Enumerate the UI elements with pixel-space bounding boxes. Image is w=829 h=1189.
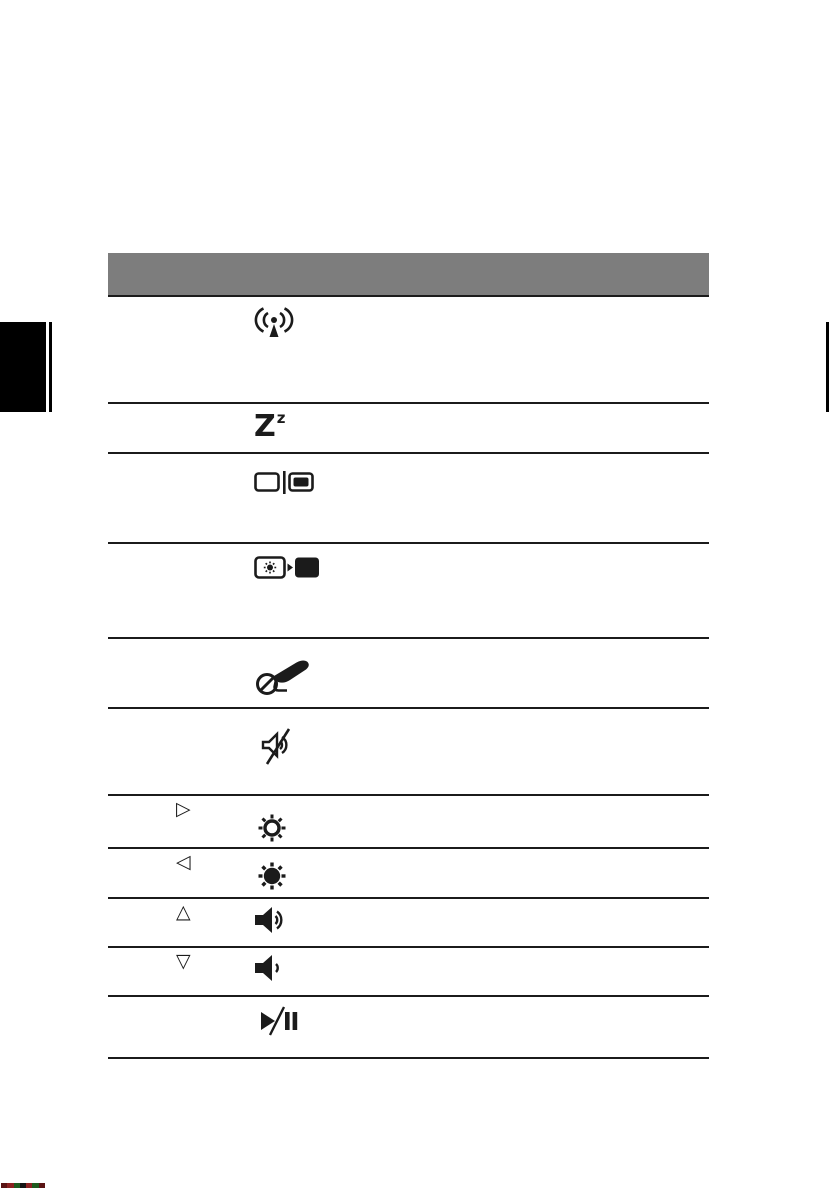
wireless-antenna-icon (254, 307, 294, 343)
table-row-brightness-down (108, 849, 709, 899)
display-toggle-icon (254, 470, 316, 496)
speaker-mute-icon (254, 723, 298, 769)
table-row-display-toggle (108, 454, 709, 544)
key-glyph-left-arrow: ◁ (176, 851, 191, 873)
brightness-up-icon (254, 810, 290, 846)
table-row-touchpad-toggle (108, 639, 709, 709)
key-glyph-right-arrow: ▷ (176, 798, 191, 820)
print-registration-mark (1, 1183, 45, 1188)
key-glyph-down-arrow: ▽ (176, 950, 191, 972)
left-edge-tab-line (49, 322, 52, 412)
play-pause-icon (254, 1005, 300, 1037)
volume-down-icon (254, 953, 288, 983)
brightness-down-icon (254, 858, 290, 894)
table-row-brightness-up (108, 796, 709, 849)
table-row-speaker-mute (108, 709, 709, 796)
touchpad-toggle-icon (254, 654, 316, 698)
table-row-wireless (108, 297, 709, 404)
table-row-screen-blank (108, 544, 709, 639)
sleep-z-sup: z (276, 409, 286, 427)
registration-segment (39, 1183, 45, 1188)
left-edge-tab (0, 322, 46, 412)
sleep-icon (254, 409, 286, 444)
table-header (108, 253, 709, 297)
table-row-volume-up (108, 899, 709, 948)
table-row-sleep (108, 404, 709, 454)
key-glyph-up-arrow: △ (176, 901, 191, 923)
table-row-volume-down (108, 948, 709, 997)
sleep-z-main: Z (254, 409, 276, 444)
hotkey-table (108, 253, 709, 1059)
volume-up-icon (254, 905, 292, 935)
table-row-play-pause (108, 997, 709, 1059)
screen-blank-icon (254, 555, 320, 581)
